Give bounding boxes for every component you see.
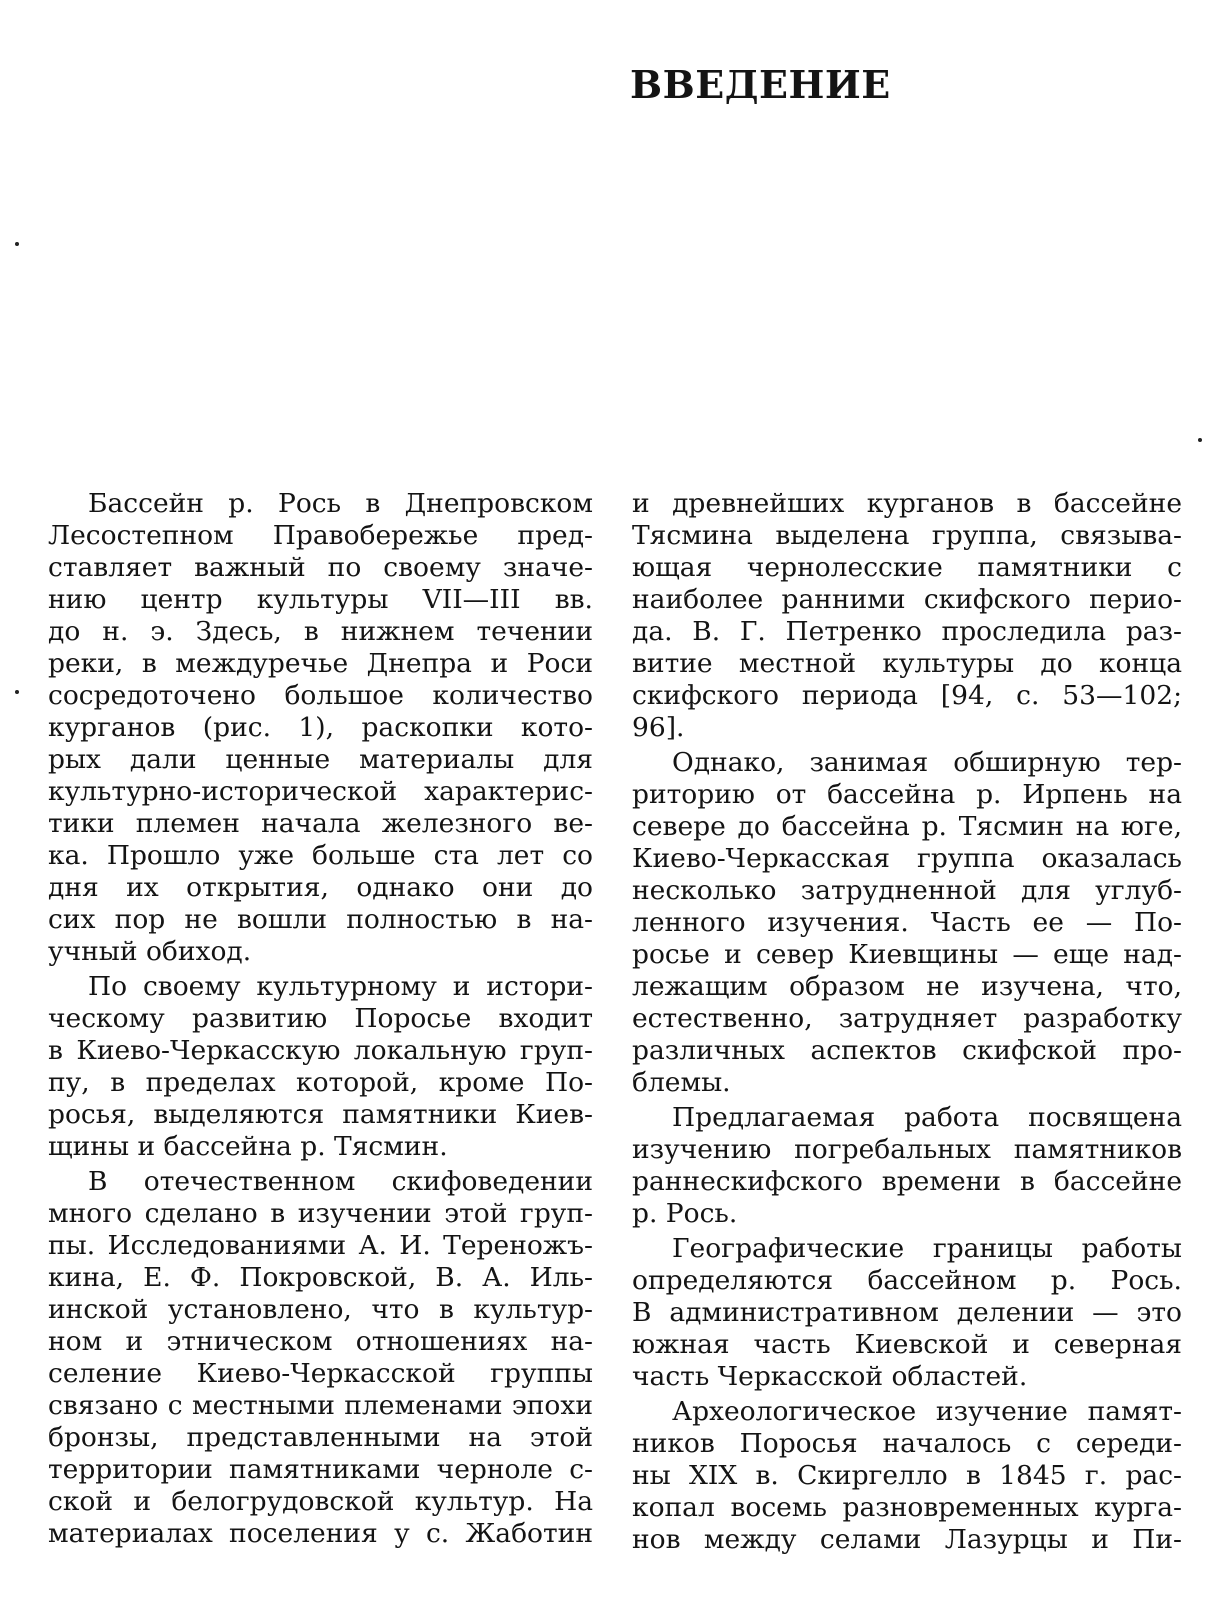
text-line: Однако, занимая обширную тер- (672, 747, 1182, 778)
text-line: несколько затрудненной для углуб- (632, 875, 1182, 906)
left-text-column (48, 488, 593, 1550)
text-line: пы. Исследованиями А. И. Тереножъ- (48, 1230, 593, 1261)
text-line: и древнейших курганов в бассейне (632, 488, 1182, 519)
text-line: тики племен начала железного ве- (48, 808, 593, 839)
text-line: лежащим образом не изучена, что, (632, 971, 1182, 1002)
text-line: севере до бассейна р. Тясмин на юге, (632, 811, 1182, 842)
text-line: Бассейн р. Рось в Днепровском (88, 488, 593, 519)
page-heading: ВВЕДЕНИЕ (630, 62, 891, 107)
text-line: скифского периода [94, с. 53—102; (632, 680, 1182, 711)
text-line: ческому развитию Поросье входит (48, 1003, 593, 1034)
text-line: Географические границы работы (672, 1233, 1182, 1264)
text-line: материалах поселения у с. Жаботин (48, 1518, 593, 1549)
text-line: сих пор не вошли полностью в на- (48, 904, 593, 935)
text-line: ников Поросья началось с середи- (632, 1428, 1182, 1459)
text-line: р. Рось. (632, 1198, 738, 1229)
text-line: щины и бассейна р. Тясмин. (48, 1131, 448, 1162)
text-line: копал восемь разновременных курга- (632, 1492, 1182, 1523)
text-line: селение Киево-Черкасской группы (48, 1358, 593, 1389)
text-line: 96]. (632, 712, 685, 743)
text-line: Киево-Черкасская группа оказалась (632, 843, 1182, 874)
text-line: витие местной культуры до конца (632, 648, 1182, 679)
text-line: По своему культурному и истори- (88, 971, 593, 1002)
text-line: естественно, затрудняет разработку (632, 1003, 1182, 1034)
text-line: сосредоточено большое количество (48, 680, 593, 711)
text-line: Предлагаемая работа посвящена (672, 1102, 1182, 1133)
text-line: различных аспектов скифской про- (632, 1035, 1182, 1066)
text-line: нов между селами Лазурцы и Пи- (632, 1524, 1182, 1555)
text-line: инской установлено, что в культур- (48, 1294, 593, 1325)
text-line: ка. Прошло уже больше ста лет со (48, 840, 593, 871)
text-line: росья, выделяются памятники Киев- (48, 1099, 593, 1130)
text-line: курганов (рис. 1), раскопки кото- (48, 712, 593, 743)
text-line: пу, в пределах которой, кроме По- (48, 1067, 593, 1098)
text-line: раннескифского времени в бассейне (632, 1166, 1182, 1197)
text-line: дня их открытия, однако они до (48, 872, 593, 903)
text-line: да. В. Г. Петренко проследила раз- (632, 616, 1182, 647)
text-line: В отечественном скифоведении (88, 1166, 593, 1197)
text-line: риторию от бассейна р. Ирпень на (632, 779, 1182, 810)
text-line: учный обиход. (48, 936, 252, 967)
text-line: ставляет важный по своему значе- (48, 552, 593, 583)
scan-speck (1198, 438, 1202, 442)
text-line: росье и север Киевщины — еще над- (632, 939, 1182, 970)
text-line: ленного изучения. Часть ее — По- (632, 907, 1182, 938)
right-text-column (632, 488, 1182, 1556)
text-line: кина, Е. Ф. Покровской, В. А. Иль- (48, 1262, 593, 1293)
text-line: часть Черкасской областей. (632, 1361, 1028, 1392)
text-line: Тясмина выделена группа, связыва- (632, 520, 1182, 551)
text-line: бронзы, представленными на этой (48, 1422, 593, 1453)
text-line: Археологическое изучение памят- (672, 1396, 1182, 1427)
text-line: южная часть Киевской и северная (632, 1329, 1182, 1360)
scan-speck (15, 690, 19, 694)
text-line: наиболее ранними скифского перио- (632, 584, 1182, 615)
text-line: ны XIX в. Скиргелло в 1845 г. рас- (632, 1460, 1182, 1491)
text-line: ном и этническом отношениях на- (48, 1326, 593, 1357)
text-line: ской и белогрудовской культур. На (48, 1486, 593, 1517)
text-line: изучению погребальных памятников (632, 1134, 1182, 1165)
text-line: ющая чернолесские памятники с (632, 552, 1182, 583)
text-line: определяются бассейном р. Рось. (632, 1265, 1182, 1296)
text-line: реки, в междуречье Днепра и Роси (48, 648, 593, 679)
text-line: территории памятниками черноле с- (48, 1454, 593, 1485)
text-line: рых дали ценные материалы для (48, 744, 593, 775)
text-line: нию центр культуры VII—III вв. (48, 584, 593, 615)
text-line: в Киево-Черкасскую локальную груп- (48, 1035, 593, 1066)
text-line: блемы. (632, 1067, 731, 1098)
text-line: Лесостепном Правобережье пред- (48, 520, 593, 551)
text-line: до н. э. Здесь, в нижнем течении (48, 616, 593, 647)
text-line: культурно-исторической характерис- (48, 776, 593, 807)
text-line: связано с местными племенами эпохи (48, 1390, 593, 1421)
scan-speck (15, 242, 19, 246)
text-line: В административном делении — это (632, 1297, 1182, 1328)
text-line: много сделано в изучении этой груп- (48, 1198, 593, 1229)
